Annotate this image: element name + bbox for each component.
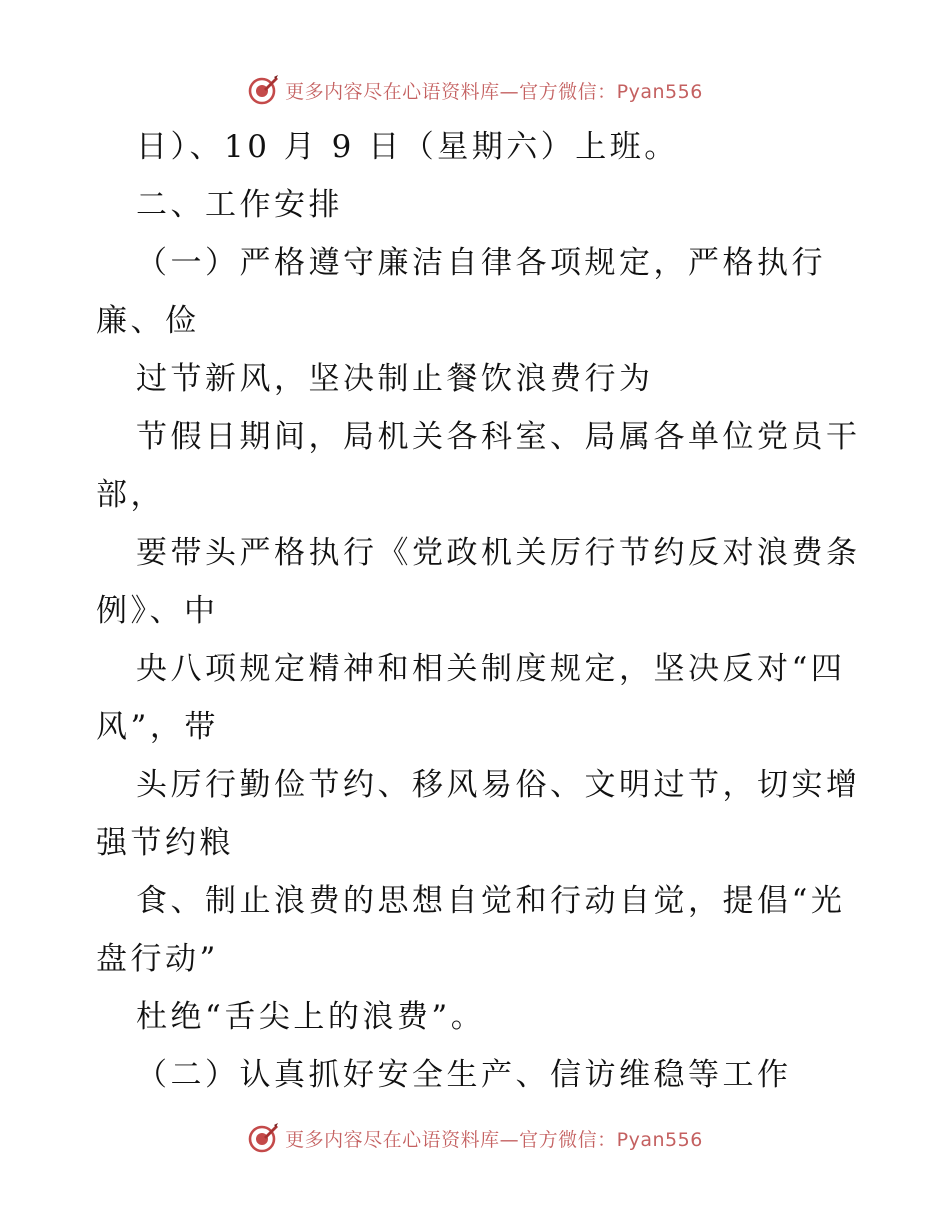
text-line: 盘行动”: [96, 941, 219, 977]
text-line: 央八项规定精神和相关制度规定，坚决反对“四: [136, 651, 846, 687]
text-line: 头厉行勤俭节约、移风易俗、文明过节，切实增: [136, 767, 861, 803]
watermark-text: 更多内容尽在心语资料库—官方微信：Pyan556: [285, 1128, 703, 1151]
watermark-text: 更多内容尽在心语资料库—官方微信：Pyan556: [285, 80, 703, 103]
text-line: 日）、10 月 9 日（星期六）上班。: [136, 129, 679, 165]
text-line: 杜绝“舌尖上的浪费”。: [136, 999, 486, 1035]
pen-logo-icon: [247, 74, 279, 106]
text-line: 部，: [96, 477, 165, 513]
text-line: 例》、中: [96, 593, 219, 629]
document-body: [96, 118, 861, 1104]
subsection-heading: （一）严格遵守廉洁自律各项规定，严格执行: [136, 245, 826, 281]
text-line: 强节约粮: [96, 825, 234, 861]
footer-watermark: [0, 1120, 950, 1156]
text-line: 节假日期间，局机关各科室、局属各单位党员干: [136, 419, 861, 455]
subsection-heading: （二）认真抓好安全生产、信访维稳等工作: [136, 1057, 792, 1093]
section-heading: 二、工作安排: [136, 187, 343, 223]
pen-logo-icon: [247, 1122, 279, 1154]
text-line: 食、制止浪费的思想自觉和行动自觉，提倡“光: [136, 883, 846, 919]
text-line: 廉、俭: [96, 303, 200, 339]
text-line: 过节新风，坚决制止餐饮浪费行为: [136, 361, 654, 397]
header-watermark: [0, 72, 950, 108]
text-line: 要带头严格执行《党政机关厉行节约反对浪费条: [136, 535, 861, 571]
text-line: 风”，带: [96, 709, 219, 745]
